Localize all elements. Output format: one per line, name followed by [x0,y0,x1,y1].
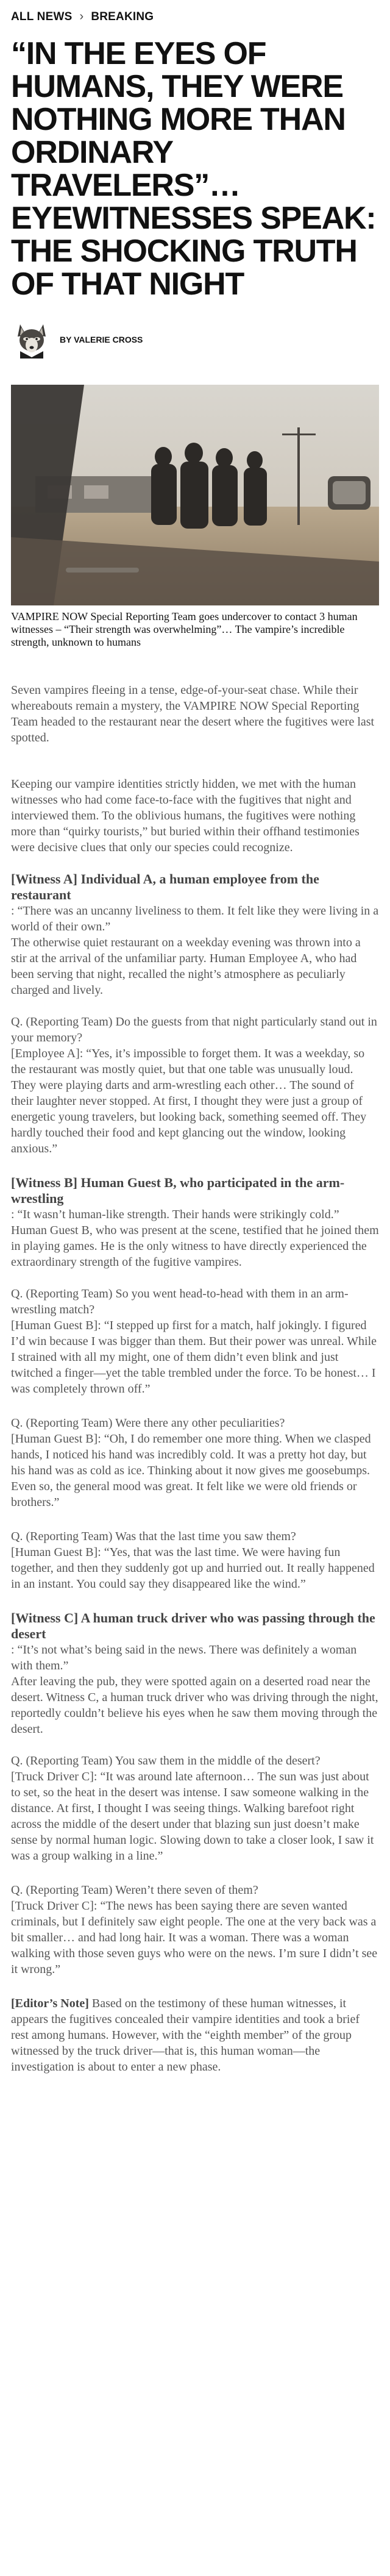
witness-a-heading: [Witness A] Individual A, a human employee from the restaurant [11,871,319,902]
answer-text: [Human Guest B]: “Yes, that was the last time. We were having fun together, and then they suddenly got up and hurried out. It really happened in an instant. You could say they disappeared like the wind.” [11,1546,375,1591]
question-text: Q. (Reporting Team) Weren’t there seven of them? [11,1883,258,1897]
qa-pair [11,1286,379,1397]
qa-pair [11,1882,379,1977]
photo-caption: VAMPIRE NOW Special Reporting Team goes undercover to contact 3 human witnesses – “Their strength was overwhelming”… The vampire’s incredible strength, unknown to humans [11,610,358,648]
answer-text: [Truck Driver C]: “The news has been saying there are seven wanted criminals, but I definitely saw eight people. The one at the very back was a bit smaller… and had long hair. It was a woman. There was a woman walking with those seven guys who were on the news. I’m sure I didn’t see it wrong.” [11,1899,378,1976]
wolf-avatar-icon [13,321,51,359]
breadcrumb-all-news-link[interactable]: ALL NEWS [11,10,73,23]
qa-pair [11,1529,379,1592]
author-avatar[interactable] [11,319,52,360]
article-headline: “IN THE EYES OF HUMANS, THEY WERE NOTHING MORE THAN ORDINARY TRAVELERS”… EYEWITNESSES SPEAK: THE SHOCKING TRUTH OF THAT NIGHT [11,36,376,302]
question-text: Q. (Reporting Team) Do the guests from that night particularly stand out in your memory? [11,1015,377,1044]
question-text: Q. (Reporting Team) Were there any other peculiarities? [11,1416,285,1430]
editor-note-label: [Editor’s Note] [11,1997,89,2010]
article-body [11,682,379,2075]
witness-b-quote: : “It wasn’t human-like strength. Their hands were strikingly cold.” [11,1208,339,1221]
answer-text: [Human Guest B]: “Oh, I do remember one more thing. When we clasped hands, I noticed his hand was incredibly cold. It was a pretty hot day, but his hand was as cold as ice. Thinking about it now gives me goosebumps. Even so, the general mood was great. It felt like we were old friends or brothers.” [11,1432,371,1509]
editor-note-text: Based on the testimony of these human witnesses, it appears the fugitives concealed their vampire identities and took a brief rest among humans. However, with the “eighth member” of the group witnessed by the truck driver—that is, this human woman—the investigation is about to enter a new phase. [11,1997,360,2074]
qa-pair [11,1014,379,1157]
answer-text: [Truck Driver C]: “It was around late afternoon… The sun was just about to set, so the heat in the desert was intense. I saw someone walking in the distance. At first, I thought I was seeing things. Walking barefoot right across the middle of the desert under that blazing sun just doesn’t make sense by normal human logic. Slowing down to take a closer look, I saw it was a group walking in a line.” [11,1770,374,1863]
qa-pair [11,1415,379,1510]
witness-c-heading: [Witness C] A human truck driver who was passing through the desert [11,1610,375,1641]
car-window-photo-image [11,385,379,605]
answer-text: [Human Guest B]: “I stepped up first for a match, half jokingly. I figured I’d win because I was bigger than them. But their power was unreal. While I strained with all my might, one of them didn’t even blink and just twitched a finger—yet the table trembled under the force. To be honest… I was completely thrown off.” [11,1319,377,1396]
breadcrumb [11,0,379,24]
witness-a-quote: : “There was an uncanny liveliness to them. It felt like they were living in a world of their own.” [11,904,379,933]
intro-paragraph: Seven vampires fleeing in a tense, edge-of-your-seat chase. While their whereabouts remain a mystery, the VAMPIRE NOW Special Reporting Team headed to the restaurant near the desert where the fugitives were last spotted. [11,683,375,744]
byline [11,319,379,360]
question-text: Q. (Reporting Team) So you went head-to-head with them in an arm-wrestling match? [11,1287,349,1316]
witness-c-section [11,1610,379,1737]
witness-a-section [11,871,379,998]
breadcrumb-chevron-icon: › [79,10,84,23]
question-text: Q. (Reporting Team) Was that the last time you saw them? [11,1530,296,1543]
qa-pair [11,1753,379,1864]
answer-text: [Employee A]: “Yes, it’s impossible to forget them. It was a weekday, so the restaurant was mostly quiet, but that one table was unusually loud. They were playing darts and arm-wrestling each other… The sound of their laughter never stopped. At first, I thought they were just a group of energetic young travelers, but looking back, something seemed off. They hardly touched their food and kept glancing out the window, looking anxious.” [11,1047,367,1155]
hero-photo [11,385,379,605]
question-text: Q. (Reporting Team) You saw them in the middle of the desert? [11,1754,321,1768]
editor-note [11,1996,379,2075]
witness-b-section [11,1175,379,1270]
witness-c-paragraph: After leaving the pub, they were spotted again on a deserted road near the desert. Witness C, a human truck driver who was driving through the night, reportedly couldn’t believe his eyes when he saw them moving through the desert. [11,1675,378,1736]
author-name[interactable]: BY VALERIE CROSS [60,335,143,344]
intro-paragraph: Keeping our vampire identities strictly hidden, we met with the human witnesses who had come face-to-face with the fugitives that night and interviewed them. To the oblivious humans, the fugitives were nothing more than “quirky tourists,” but buried within their offhand testimonies were decisive clues that only our species could recognize. [11,777,360,854]
witness-b-heading: [Witness B] Human Guest B, who participated in the arm-wrestling [11,1175,345,1206]
breadcrumb-breaking-link[interactable]: BREAKING [91,10,154,23]
witness-a-paragraph: The otherwise quiet restaurant on a weekday evening was thrown into a stir at the arrival of the unfamiliar party. Human Employee A, who had been serving that night, recalled the night’s atmosphere as peculiarly charged and lively. [11,936,361,997]
witness-b-paragraph: Human Guest B, who was present at the scene, testified that he joined them in playing games. He is the only witness to have directly experienced the extraordinary strength of the fugitive vampires. [11,1224,379,1269]
witness-c-quote: : “It’s not what’s being said in the news. There was definitely a woman with them.” [11,1643,357,1672]
